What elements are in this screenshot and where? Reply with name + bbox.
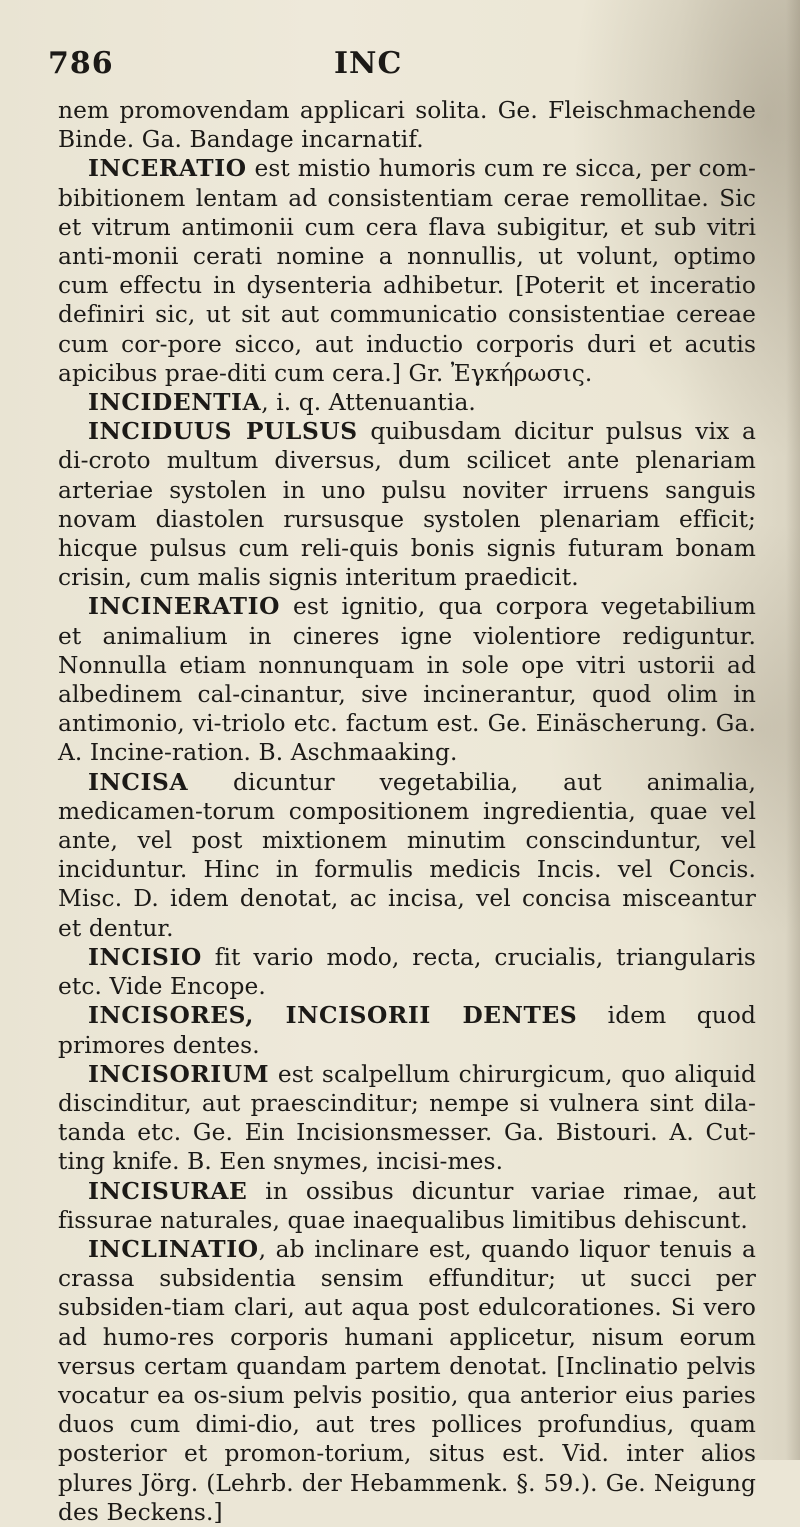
- entry-incidentia: [58, 388, 756, 417]
- entry-text: idem quod primores dentes.: [58, 1002, 756, 1059]
- entry-headword: INCISORIUM: [88, 1060, 270, 1088]
- dictionary-text: [58, 96, 756, 1527]
- entry-headword: INCIDENTIA: [88, 389, 262, 417]
- entry-headword: INCIDUUS PULSUS: [88, 418, 358, 446]
- entry-headword: INCISORES, INCISORII DENTES: [88, 1002, 578, 1030]
- entry-incisurae: [58, 1177, 756, 1235]
- entry-text: , ab inclinare est, quando liquor tenuis a crassa subsidentia sensim effunditur; ut succi per subsiden-tiam clari, aut aqua post edulcorationes. Si vero ad humo-res corporis humani applicetur, nisum eorum versus certam quandam partem denotat. [Inclinatio pelvis vocatur ea os-sium pelvis positio, qua anterior eius paries duos cum dimi-dio, aut tres pollices profundius, quam posterior et promon-torium, situs est. Vid. inter alios plures Jörg. (Lehrb. der Hebammenk. §. 59.). Ge. Neigung des Beckens.]: [58, 1235, 756, 1526]
- entry-incisores: [58, 1001, 756, 1059]
- running-head: INC: [334, 46, 403, 81]
- entry-headword: INCINERATIO: [88, 593, 280, 621]
- entry-incineratio: [58, 592, 756, 767]
- entry-incisa: [58, 768, 756, 943]
- entry-text: quibusdam dicitur pulsus vix a di-croto multum diversus, dum scilicet ante plenariam arteriae systolen in uno pulsu noviter irruens sanguis novam diastolen rursusque systolen plenariam efficit; hicque pulsus cum reli-quis bonis signis futuram bonam crisin, cum malis signis interitum praedicit.: [58, 418, 756, 592]
- page-number: 786: [48, 46, 114, 81]
- page-edge-shadow: [786, 0, 800, 1460]
- entry-text: fit vario modo, recta, crucialis, triangularis etc. Vide Encope.: [58, 943, 756, 1001]
- entry-text: dicuntur vegetabilia, aut animalia, medicamen-torum compositionem ingredientia, quae vel ante, vel post mixtionem minutim conscinduntur, vel inciduntur. Hinc in formulis medicis Incis. vel Concis. Misc. D. idem denotat, ac incisa, vel concisa misceantur et dentur.: [58, 768, 756, 942]
- entry-text: , i. q. Attenuantia.: [261, 389, 476, 417]
- entry-headword: INCLINATIO: [88, 1235, 259, 1263]
- entry-inceratio: [58, 154, 756, 388]
- entry-incisorium: [58, 1060, 756, 1177]
- entry-text: nem promovendam applicari solita. Ge. Fleischmachende Binde. Ga. Bandage incarnatif.: [58, 97, 756, 154]
- entry-inclinatio: [58, 1235, 756, 1527]
- entry-text: est ignitio, qua corpora vegetabilium et animalium in cineres igne violentiore rediguntur. Nonnulla etiam nonnunquam in sole ope vitri ustorii ad albedinem cal-cinantur, sive incinerantur, quod olim in antimonio, vi-triolo etc. factum est. Ge. Einäscherung. Ga. A. Incine-ration. B. Aschmaaking.: [58, 593, 756, 767]
- entry-headword: INCERATIO: [88, 155, 247, 183]
- page-header: [44, 46, 744, 90]
- entry-incisio: [58, 943, 756, 1001]
- entry-text: est scalpellum chirurgicum, quo aliquid discinditur, aut praescinditur; nempe si vulnera sint dila-tanda etc. Ge. Ein Incisionsmesser. Ga. Bistouri. A. Cut-ting knife. B. Een snymes, incisi-mes.: [58, 1060, 756, 1176]
- entry-text: in ossibus dicuntur variae rimae, aut fissurae naturales, quae inaequalibus limitibus dehiscunt.: [58, 1177, 756, 1234]
- entry-headword: INCISA: [88, 768, 189, 796]
- entry-headword: INCISURAE: [88, 1177, 248, 1205]
- entry-inciduus-pulsus: [58, 417, 756, 592]
- entry-text: est mistio humoris cum re sicca, per com-bibitionem lentam ad consistentiam cerae remollitae. Sic et vitrum antimonii cum cera flava subigitur, et sub vitri anti-monii cerati nomine a nonnullis, ut volunt, optimo cum effectu in dysenteria adhibetur. [Poterit et inceratio definiri sic, ut sit aut communicatio consistentiae cereae cum cor-pore sicco, aut inductio corporis duri et acutis apicibus prae-diti cum cera.] Gr. Ἐγκήρωσις.: [58, 155, 756, 387]
- entry-continuation: [58, 96, 756, 154]
- entry-headword: INCISIO: [88, 943, 202, 971]
